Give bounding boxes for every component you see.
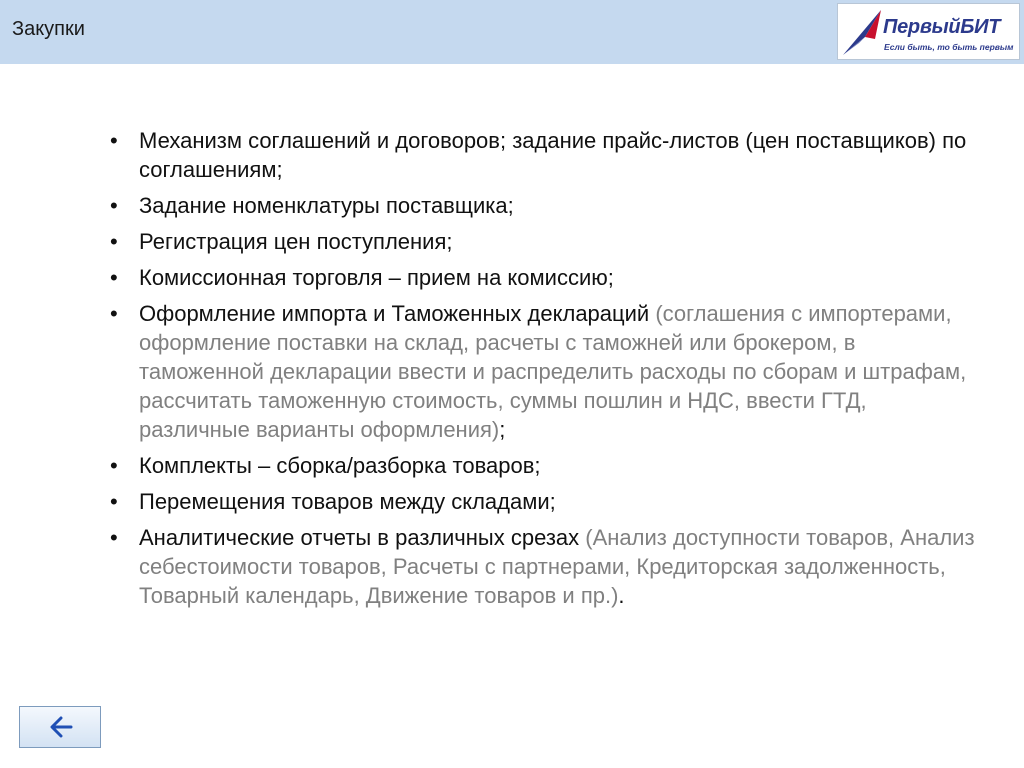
bullet-item — [110, 263, 980, 292]
bullet-list — [110, 126, 980, 617]
bullet-text: Комиссионная торговля – прием на комиссию; — [139, 265, 614, 290]
bullet-text: Оформление импорта и Таможенных деклараций — [139, 301, 656, 326]
bullet-text: Регистрация цен поступления; — [139, 229, 453, 254]
slide-header — [0, 0, 1024, 64]
bullet-note: (соглашения с импортерами, оформление поставки на склад, расчеты с таможней или брокером, в таможенной декларации ввести и распределить расходы по сборам и штрафам, рассчитать таможенную стоимость, суммы пошлин и НДС, ввести ГТД, различные варианты оформления) — [139, 301, 967, 442]
bullet-item — [110, 523, 980, 610]
bullet-tail: . — [618, 583, 625, 608]
paper-plane-icon — [841, 7, 885, 57]
bullet-tail: ; — [499, 417, 506, 442]
bullet-item — [110, 227, 980, 256]
bullet-note: (Анализ доступности товаров, Анализ себестоимости товаров, Расчеты с партнерами, Кредиторская задолженность, Товарный календарь, Движение товаров и пр.) — [139, 525, 975, 608]
back-button[interactable] — [19, 706, 101, 748]
bullet-item — [110, 191, 980, 220]
slide-title: Закупки — [12, 18, 85, 40]
bullet-text: Перемещения товаров между складами; — [139, 489, 556, 514]
bullet-item — [110, 299, 980, 444]
bullet-item — [110, 451, 980, 480]
bullet-text: Аналитические отчеты в различных срезах — [139, 525, 586, 550]
company-logo — [837, 3, 1020, 60]
bullet-text: Механизм соглашений и договоров; задание прайс-листов (цен поставщиков) по соглашениям; — [139, 128, 967, 182]
logo-tagline: Если быть, то быть первым — [884, 42, 1014, 52]
bullet-text: Задание номенклатуры поставщика; — [139, 193, 514, 218]
bullet-item — [110, 126, 980, 184]
bullet-text: Комплекты – сборка/разборка товаров; — [139, 453, 541, 478]
arrow-left-icon — [49, 716, 73, 738]
logo-name: ПервыйБИТ — [883, 16, 1001, 38]
bullet-item — [110, 487, 980, 516]
